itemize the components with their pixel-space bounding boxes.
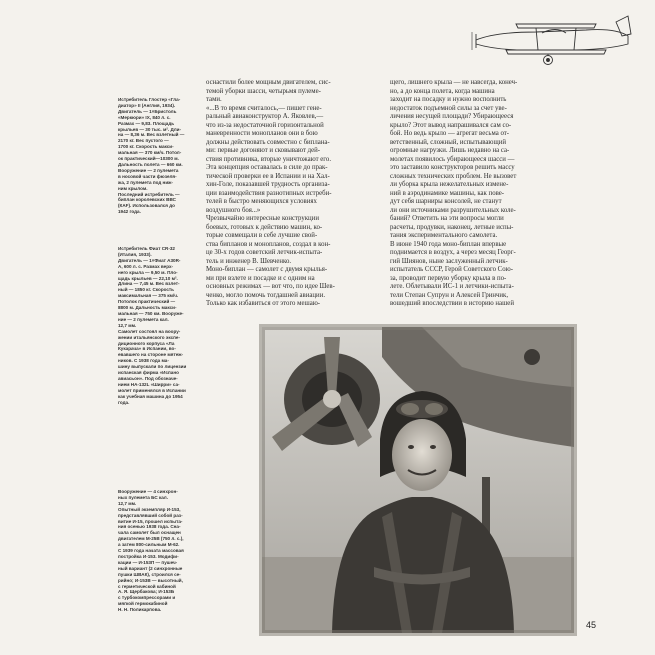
fiat-specs: Истребитель Фиат СR-32 (Италия, 1933). Двигатель — 1×Фиат А30R- А, 600 л. с. Размах верх- него крыла — 9,50 м. Пло- щадь крыльев — 22,10 м². Длина — 7,45 м. Вес взлет- ный — 1850 кг. Скорость максимальная — 375 км/ч. Потолок практический — 8800 м. Дальность макси- мальная — 750 км. Вооруже- ние — 2 пулемета кал. 12,7 мм. Самолет состоял на воору- жении итальянского экспе- диционного корпуса «Ла Кукарача» в Испании, во- евавшего на стороне мятеж- ников. С 1938 года ма- шину выпускали по лицензии испанская фирма «Испано авиасьон». Под обозначе- нием НА-132L «Ширри» са- молет применялся в Испании как учебная машина до 1954 года. — [118, 246, 187, 405]
article-column-right: щего, лишнего крыла — не навсегда, конеч- но, а до конца полета, когда машина заходит на посадку и нужно восполнить недостаток подъемной силы за счет уве- личения несущей площади? Убирающееся крыло? Этот вывод напрашивался сам со- бой. Но ведь крыло — агрегат весьма от- ветственный, сложный, испытывающий огромные нагрузки. Лишь недавно на са- молетах появилось убирающееся шасси — это заставило конструкторов решить массу сложных технических проблем. Не вызовет ли уборка крыла нежелательных измене- ний в аэродинамике машины, как пове- дут себя шарниры консолей, не станут ли они источниками разрушительных коле- баний? Ответить на эти вопросы могли расчеты, продувки, наконец, летные испы- тания экспериментального самолета. В июне 1940 года моно-биплан впервые поднимается в воздух, а через месяц Георг- гий Шиянов, ныне заслуженный летчик- испытатель СССР, Герой Советского Сою- за, проводит первую уборку крыла в по- лете. Облетывали ИС-1 и летчики-испыта- тели Степан Супрун и Алексей Гринчик, вошедший впоследствии в историю нашей — [390, 79, 518, 307]
pilot-photograph — [262, 327, 574, 633]
gladiator-specs: Истребитель Глостер «Гла- диатор» II (Англия, 1934). Двигатель — 1×Бристоль «Меркюри» IX, 840 л. с. Размах — 9,83. Площадь крыльев — 30 тыс. м². Дли- на — 8,36 м. Вес взлетный — 2170 кг. Вес пустого — 1700 кг. Скорость макси- мальная — 370 км/ч. Потол- ок практический—10300 м. Дальность полета — 660 км. Вооружение — 2 пулемета в носовой части фюзеля- жа, 2 пулемета под ниж- ним крылом. Последний истребитель — биплан королевских ВВС (КАF). Использовался до 1942 года. — [118, 97, 185, 215]
page-number: 45 — [586, 620, 597, 630]
article-column-left: оснастили более мощным двигателем, сис- темой уборки шасси, четырьмя пулеме- тами. «...В то время считалось,— пишет гене- ральный авиаконструктор А. Яковлев,— что из-за недостаточной горизонтальной маневренности монопланов они в бою должны действовать совместно с биплана- ми: первые догоняют и сковывают дей- ствия противника, вторые уничтожают его. Эта концепция оставалась в силе до прак- тической проверки ее в Испании и на Хал- хин-Голе, показавшей трудность организа- ции взаимодействия разнотипных истреби- телей в быстро меняющихся условиях воздушного боя...» Чрезвычайно интересные конструкции боевых, готовых к действию машин, ко- торые совмещали в себе лучшие свой- ства бипланов и монопланов, создал в кон- це 30-х годов советский летчик-испыта- тель и инженер В. Шевченко. Моно-биплан — самолет с двумя крылья- ми при взлете и посадке и с одним на основных режимах — вот что, по идее Шев- ченко, могло помочь тогдашней авиации. Только как избавиться от этого мешаю- — [206, 79, 335, 307]
pilot-photo-image — [262, 327, 574, 633]
i153-specs: Вооружение — 4 синхрон- ных пулемета БС кал. 12,7 мм. Опытный экземпляр И-153, представлявший собой раз- витие И-15, прошел испыта- ния осенью 1938 года. Сна- чала самолет был оснащен двигателем М-25В (750 л. с.), а затем 800-сильным М-62. С 1939 года начата массовая постройка И-153. Модифи- кации — И-153П — пушеч- ный вариант (2 синхронные пушки ШВАК), строился се- рийно; И-153В — высотный, с герметической кабиной А. Я. Щербакова; И-153Б с турбокомпрессорами и мягкой гермокабиной Н. Н. Поликарпова. — [118, 489, 184, 613]
biplane-illustration — [466, 12, 638, 67]
